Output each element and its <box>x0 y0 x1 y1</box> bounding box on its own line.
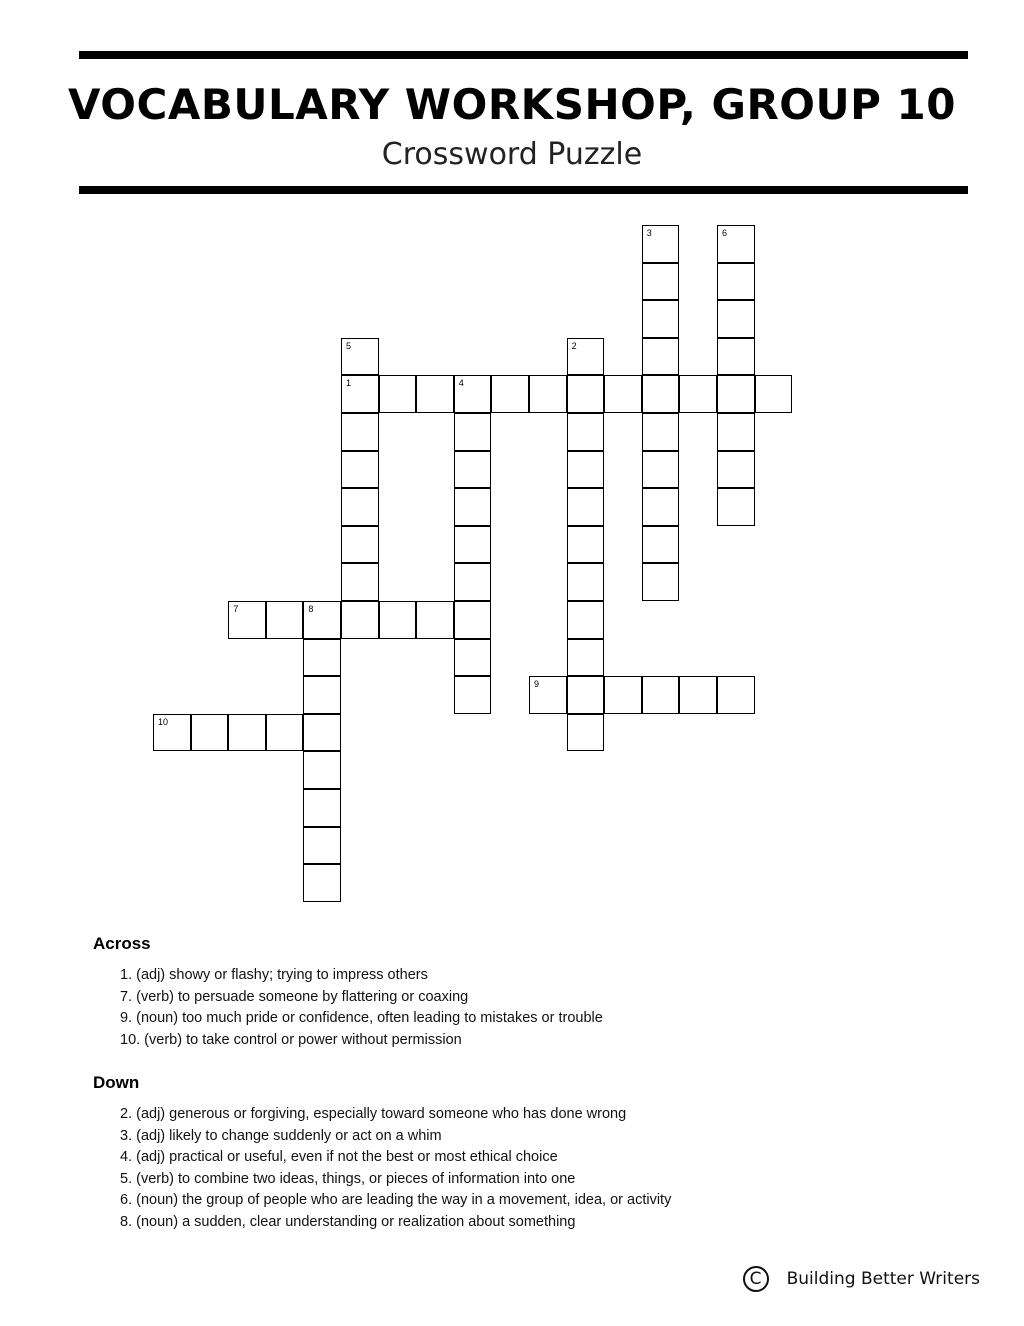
crossword-cell[interactable] <box>717 225 755 263</box>
crossword-cell[interactable] <box>642 676 680 714</box>
across-clues <box>93 934 603 1051</box>
crossword-cell[interactable] <box>341 451 379 489</box>
crossword-cell[interactable] <box>642 526 680 564</box>
crossword-cell[interactable] <box>529 676 567 714</box>
crossword-cell[interactable] <box>567 488 605 526</box>
crossword-cell[interactable] <box>679 375 717 413</box>
crossword-cell[interactable] <box>454 375 492 413</box>
crossword-cell[interactable] <box>303 751 341 789</box>
crossword-cell[interactable] <box>642 300 680 338</box>
crossword-cell[interactable] <box>717 413 755 451</box>
crossword-cell[interactable] <box>341 375 379 413</box>
down-clue: 5. (verb) to combine two ideas, things, or pieces of information into one <box>120 1170 576 1187</box>
clue-number: 7 <box>233 604 239 614</box>
across-clue: 9. (noun) too much pride or confidence, often leading to mistakes or trouble <box>120 1010 603 1027</box>
crossword-cell[interactable] <box>303 601 341 639</box>
crossword-cell[interactable] <box>153 714 191 752</box>
clue-number: 8 <box>308 604 314 614</box>
down-clue: 6. (noun) the group of people who are leading the way in a movement, idea, or activity <box>120 1192 672 1209</box>
clue-number: 5 <box>346 340 352 351</box>
crossword-cell[interactable] <box>341 488 379 526</box>
crossword-cell[interactable] <box>567 563 605 601</box>
crossword-cell[interactable] <box>341 338 379 376</box>
crossword-cell[interactable] <box>341 563 379 601</box>
clue-number: 10 <box>158 716 169 727</box>
crossword-cell[interactable] <box>679 676 717 714</box>
crossword-cell[interactable] <box>341 413 379 451</box>
down-clue: 4. (adj) practical or useful, even if not the best or most ethical choice <box>120 1149 558 1166</box>
crossword-cell[interactable] <box>454 488 492 526</box>
down-clues <box>93 1073 671 1234</box>
crossword-cell[interactable] <box>303 827 341 865</box>
page-title: VOCABULARY WORKSHOP, GROUP 10 <box>68 80 956 129</box>
clue-number: 4 <box>458 378 464 389</box>
copyright-icon: C <box>743 1266 769 1292</box>
crossword-cell[interactable] <box>717 375 755 413</box>
crossword-cell[interactable] <box>303 864 341 902</box>
crossword-cell[interactable] <box>454 639 492 677</box>
across-clue: 1. (adj) showy or flashy; trying to impress others <box>120 967 428 983</box>
down-clue: 3. (adj) likely to change suddenly or act on a whim <box>120 1127 442 1144</box>
crossword-cell[interactable] <box>642 225 680 263</box>
across-clue: 10. (verb) to take control or power without permission <box>120 1031 462 1048</box>
crossword-cell[interactable] <box>303 714 341 752</box>
crossword-cell[interactable] <box>379 601 417 639</box>
crossword-cell[interactable] <box>454 563 492 601</box>
down-clue: 2. (adj) generous or forgiving, especially toward someone who has done wrong <box>120 1106 627 1122</box>
crossword-cell[interactable] <box>717 263 755 301</box>
down-heading: Down <box>93 1073 140 1092</box>
crossword-cell[interactable] <box>191 714 229 752</box>
crossword-cell[interactable] <box>755 375 793 413</box>
crossword-cell[interactable] <box>604 375 642 413</box>
crossword-cell[interactable] <box>567 676 605 714</box>
crossword-cell[interactable] <box>454 526 492 564</box>
crossword-cell[interactable] <box>454 601 492 639</box>
crossword-cell[interactable] <box>717 488 755 526</box>
crossword-cell[interactable] <box>642 263 680 301</box>
crossword-cell[interactable] <box>454 413 492 451</box>
page-subtitle: Crossword Puzzle <box>381 137 643 172</box>
crossword-cell[interactable] <box>717 300 755 338</box>
crossword-cell[interactable] <box>567 451 605 489</box>
footer-credit <box>743 1266 980 1292</box>
down-clue: 8. (noun) a sudden, clear understanding or realization about something <box>120 1213 576 1230</box>
crossword-cell[interactable] <box>567 601 605 639</box>
crossword-cell[interactable] <box>303 676 341 714</box>
crossword-cell[interactable] <box>454 676 492 714</box>
crossword-cell[interactable] <box>604 676 642 714</box>
crossword-cell[interactable] <box>567 639 605 677</box>
crossword-cell[interactable] <box>529 375 567 413</box>
clue-number: 2 <box>571 340 577 351</box>
crossword-cell[interactable] <box>416 375 454 413</box>
crossword-cell[interactable] <box>454 451 492 489</box>
crossword-cell[interactable] <box>228 714 266 752</box>
crossword-cell[interactable] <box>303 789 341 827</box>
crossword-cell[interactable] <box>642 488 680 526</box>
crossword-cell[interactable] <box>642 338 680 376</box>
crossword-cell[interactable] <box>416 601 454 639</box>
crossword-cell[interactable] <box>567 338 605 376</box>
clue-number: 9 <box>534 679 540 690</box>
clue-number: 6 <box>722 228 728 238</box>
clue-number: 3 <box>646 228 652 238</box>
crossword-cell[interactable] <box>266 601 304 639</box>
crossword-cell[interactable] <box>228 601 266 639</box>
crossword-cell[interactable] <box>642 413 680 451</box>
crossword-cell[interactable] <box>717 676 755 714</box>
crossword-cell[interactable] <box>567 375 605 413</box>
crossword-cell[interactable] <box>642 563 680 601</box>
crossword-cell[interactable] <box>642 375 680 413</box>
crossword-cell[interactable] <box>266 714 304 752</box>
across-heading: Across <box>93 934 151 953</box>
crossword-cell[interactable] <box>303 639 341 677</box>
crossword-cell[interactable] <box>567 526 605 564</box>
clue-number: 1 <box>346 378 352 389</box>
crossword-cell[interactable] <box>491 375 529 413</box>
crossword-cell[interactable] <box>567 714 605 752</box>
crossword-cell[interactable] <box>341 601 379 639</box>
crossword-cell[interactable] <box>642 451 680 489</box>
credit-text: Building Better Writers <box>786 1269 980 1289</box>
crossword-cell[interactable] <box>567 413 605 451</box>
crossword-cell[interactable] <box>717 338 755 376</box>
crossword-cell[interactable] <box>379 375 417 413</box>
across-clue: 7. (verb) to persuade someone by flattering or coaxing <box>120 988 469 1005</box>
crossword-cell[interactable] <box>341 526 379 564</box>
crossword-cell[interactable] <box>717 451 755 489</box>
